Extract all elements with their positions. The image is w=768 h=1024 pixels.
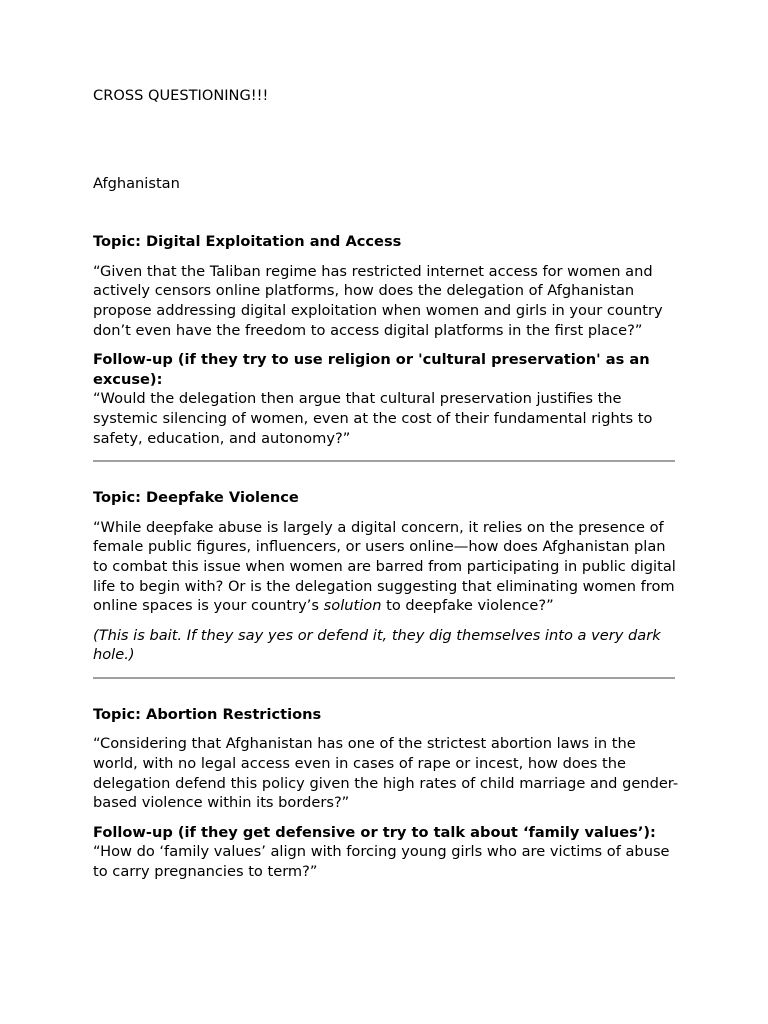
question-digital-exploitation: “Given that the Taliban regime has restricted internet access for women and actively censors online platforms, how does the delegation of Afghanistan propose addressing digital exploitation when women and girls in your country don’t even have the freedom to access digital platforms in the first place?” <box>93 262 663 339</box>
note-deepfake-violence: (This is bait. If they say yes or defend it, they dig themselves into a very dark hole.) <box>93 626 661 664</box>
document-content <box>93 86 683 882</box>
topic-heading-abortion-restrictions: Topic: Abortion Restrictions <box>93 705 322 723</box>
topic-heading-deepfake-violence: Topic: Deepfake Violence <box>93 489 299 507</box>
topic-heading-digital-exploitation: Topic: Digital Exploitation and Access <box>93 233 402 251</box>
followup-question-digital-exploitation: “Would the delegation then argue that cultural preservation justifies the systemic silencing of women, even at the cost of their fundamental rights to safety, education, and autonomy?” <box>93 390 653 447</box>
section-divider <box>93 677 675 679</box>
question-text-part1: “While deepfake abuse is largely a digital concern, it relies on the presence of female public figures, influencers, or users online—how does Afghanistan plan to combat this issue when women are barred from participating in public digital life to begin with? Or is the delegation suggesting that eliminating women from online spaces is your country’s <box>93 518 676 615</box>
country-heading: Afghanistan <box>93 174 180 192</box>
section-divider <box>93 460 675 462</box>
followup-question-abortion-restrictions: “How do ‘family values’ align with forcing young girls who are victims of abuse to carry pregnancies to term?” <box>93 843 670 881</box>
followup-label-abortion-restrictions: Follow-up (if they get defensive or try to talk about ‘family values’): <box>93 823 656 841</box>
followup-label-digital-exploitation: Follow-up (if they try to use religion or 'cultural preservation' as an excuse): <box>93 351 650 388</box>
question-deepfake-violence <box>93 518 683 616</box>
document-title: CROSS QUESTIONING!!! <box>93 87 269 104</box>
question-emphasis: solution <box>323 597 382 615</box>
question-abortion-restrictions: “Considering that Afghanistan has one of the strictest abortion laws in the world, with no legal access even in cases of rape or incest, how does the delegation defend this policy given the high rates of child marriage and gender-based violence within its borders?” <box>93 735 679 812</box>
question-text-part2: to deepfake violence?” <box>381 597 554 615</box>
